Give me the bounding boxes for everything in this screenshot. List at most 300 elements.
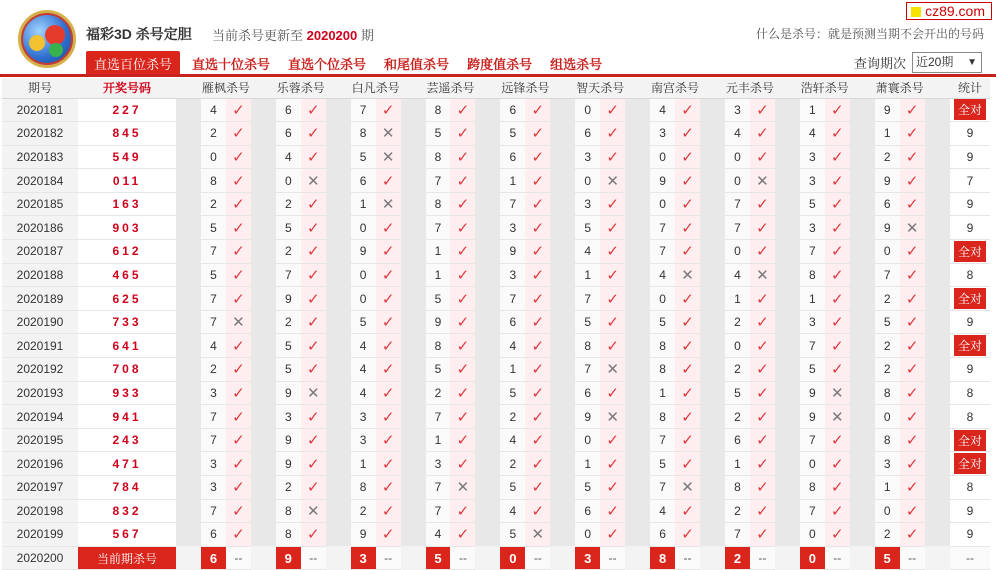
draw-number: 011 bbox=[78, 169, 176, 193]
check-icon: ✓ bbox=[226, 216, 251, 240]
stat-cell bbox=[950, 98, 990, 122]
current-row bbox=[2, 546, 990, 570]
row-period: 2020198 bbox=[2, 499, 78, 523]
kill-number: 3 bbox=[800, 145, 825, 169]
kill-number: 7 bbox=[725, 216, 750, 240]
kill-number: 2 bbox=[875, 287, 900, 311]
header-expert-0: 雁枫杀号 bbox=[201, 78, 251, 98]
table-row bbox=[2, 499, 990, 523]
page-header bbox=[0, 0, 996, 78]
draw-number: 641 bbox=[78, 334, 176, 358]
check-icon: ✓ bbox=[675, 145, 700, 169]
row-gap bbox=[625, 98, 650, 122]
row-gap bbox=[475, 452, 500, 476]
row-gap bbox=[625, 145, 650, 169]
row-period: 2020184 bbox=[2, 169, 78, 193]
check-icon: ✓ bbox=[376, 169, 401, 193]
kill-number: 4 bbox=[725, 122, 750, 146]
kill-number: 1 bbox=[575, 452, 600, 476]
nav-tab-1[interactable]: 直选十位杀号 bbox=[192, 56, 271, 72]
row-gap bbox=[775, 499, 800, 523]
check-icon: ✓ bbox=[675, 192, 700, 216]
check-icon: ✓ bbox=[750, 287, 775, 311]
kill-number: 3 bbox=[575, 145, 600, 169]
kill-number: 7 bbox=[800, 334, 825, 358]
row-gap bbox=[550, 263, 575, 287]
table-row bbox=[2, 523, 990, 547]
nav-tab-0[interactable]: 直选百位杀号 bbox=[86, 51, 180, 76]
kill-number: 0 bbox=[575, 523, 600, 547]
check-icon: ✓ bbox=[750, 381, 775, 405]
check-icon: ✓ bbox=[450, 310, 475, 334]
row-gap bbox=[475, 122, 500, 146]
cross-icon: ✕ bbox=[675, 263, 700, 287]
check-icon: ✓ bbox=[450, 145, 475, 169]
kill-number: 1 bbox=[800, 98, 825, 122]
kill-number: 7 bbox=[800, 240, 825, 264]
check-icon: ✓ bbox=[600, 476, 625, 500]
row-gap bbox=[326, 334, 351, 358]
kill-number: 8 bbox=[426, 192, 451, 216]
row-gap bbox=[326, 381, 351, 405]
kill-number: 4 bbox=[500, 334, 525, 358]
kill-number: 2 bbox=[725, 358, 750, 382]
kill-number: 5 bbox=[276, 358, 301, 382]
kill-number: 1 bbox=[875, 122, 900, 146]
check-icon: ✓ bbox=[525, 452, 550, 476]
site-badge[interactable] bbox=[906, 2, 992, 20]
kill-number: 1 bbox=[650, 381, 675, 405]
check-icon: ✓ bbox=[825, 263, 850, 287]
row-gap bbox=[176, 428, 201, 452]
row-gap bbox=[775, 145, 800, 169]
check-icon: ✓ bbox=[376, 216, 401, 240]
period-select-value: 近20期 bbox=[916, 55, 954, 69]
logo-ball-red bbox=[45, 25, 65, 45]
check-icon: ✓ bbox=[750, 428, 775, 452]
logo-ball-yellow bbox=[29, 35, 45, 51]
kill-number: 2 bbox=[500, 452, 525, 476]
check-icon: ✓ bbox=[825, 334, 850, 358]
table-row bbox=[2, 452, 990, 476]
row-gap bbox=[251, 98, 276, 122]
row-period: 2020185 bbox=[2, 192, 78, 216]
kill-number: 5 bbox=[500, 523, 525, 547]
check-icon: ✓ bbox=[900, 381, 925, 405]
row-gap bbox=[625, 263, 650, 287]
stat-cell: 7 bbox=[950, 169, 990, 193]
row-period: 2020186 bbox=[2, 216, 78, 240]
check-icon: ✓ bbox=[675, 310, 700, 334]
row-gap bbox=[326, 216, 351, 240]
check-icon: ✓ bbox=[525, 381, 550, 405]
check-icon: ✓ bbox=[376, 523, 401, 547]
kill-number: 4 bbox=[500, 499, 525, 523]
row-gap bbox=[401, 405, 426, 429]
check-icon: ✓ bbox=[226, 358, 251, 382]
header-expert-6: 南宫杀号 bbox=[650, 78, 700, 98]
row-gap bbox=[326, 405, 351, 429]
row-gap bbox=[475, 499, 500, 523]
header-expert-1: 乐蓉杀号 bbox=[276, 78, 326, 98]
cross-icon: ✕ bbox=[600, 405, 625, 429]
row-gap bbox=[176, 122, 201, 146]
check-icon: ✓ bbox=[675, 452, 700, 476]
kill-number: 1 bbox=[351, 452, 376, 476]
header-expert-9: 萧寰杀号 bbox=[875, 78, 925, 98]
kill-number: 4 bbox=[650, 499, 675, 523]
logo-ball-green bbox=[49, 43, 63, 57]
row-gap bbox=[850, 499, 875, 523]
kill-number: 2 bbox=[725, 405, 750, 429]
row-gap bbox=[700, 476, 725, 500]
kill-number: 6 bbox=[201, 523, 226, 547]
kill-number: 8 bbox=[575, 334, 600, 358]
row-gap bbox=[251, 216, 276, 240]
stat-cell bbox=[950, 334, 990, 358]
kill-number: 7 bbox=[276, 263, 301, 287]
nav-tab-4[interactable]: 跨度值杀号 bbox=[467, 56, 533, 72]
row-gap bbox=[401, 216, 426, 240]
check-icon: ✓ bbox=[450, 523, 475, 547]
check-icon: ✓ bbox=[450, 169, 475, 193]
cross-icon: ✕ bbox=[825, 405, 850, 429]
kill-number: 0 bbox=[276, 169, 301, 193]
kill-number: 5 bbox=[201, 216, 226, 240]
kill-number: 0 bbox=[875, 405, 900, 429]
kill-number: 7 bbox=[201, 499, 226, 523]
check-icon: ✓ bbox=[825, 192, 850, 216]
check-icon: ✓ bbox=[301, 452, 326, 476]
row-gap bbox=[925, 216, 950, 240]
current-placeholder: -- bbox=[301, 546, 326, 570]
site-square-icon bbox=[911, 7, 921, 17]
table-row bbox=[2, 240, 990, 264]
table-row bbox=[2, 169, 990, 193]
cross-icon: ✕ bbox=[301, 169, 326, 193]
row-gap bbox=[326, 546, 351, 570]
update-period: 2020200 bbox=[306, 28, 358, 43]
row-gap bbox=[925, 499, 950, 523]
header-gap bbox=[925, 78, 950, 98]
check-icon: ✓ bbox=[675, 334, 700, 358]
kill-number: 6 bbox=[650, 523, 675, 547]
kill-number: 0 bbox=[575, 98, 600, 122]
kill-number: 7 bbox=[201, 428, 226, 452]
all-correct-badge: 全对 bbox=[954, 430, 986, 451]
kill-number: 7 bbox=[426, 169, 451, 193]
kill-number: 9 bbox=[875, 169, 900, 193]
header-expert-5: 智天杀号 bbox=[575, 78, 625, 98]
check-icon: ✓ bbox=[600, 452, 625, 476]
check-icon: ✓ bbox=[750, 523, 775, 547]
row-gap bbox=[775, 263, 800, 287]
kill-number: 3 bbox=[351, 405, 376, 429]
kill-number: 6 bbox=[500, 145, 525, 169]
draw-number: 903 bbox=[78, 216, 176, 240]
kill-number: 9 bbox=[500, 240, 525, 264]
kill-number: 9 bbox=[351, 240, 376, 264]
row-gap bbox=[625, 240, 650, 264]
check-icon: ✓ bbox=[675, 523, 700, 547]
kill-number: 1 bbox=[426, 263, 451, 287]
check-icon: ✓ bbox=[226, 287, 251, 311]
kill-number: 0 bbox=[875, 240, 900, 264]
cross-icon: ✕ bbox=[301, 381, 326, 405]
cross-icon: ✕ bbox=[750, 169, 775, 193]
row-gap bbox=[625, 358, 650, 382]
check-icon: ✓ bbox=[825, 169, 850, 193]
row-gap bbox=[925, 122, 950, 146]
kill-number: 7 bbox=[500, 287, 525, 311]
check-icon: ✓ bbox=[825, 98, 850, 122]
row-gap bbox=[850, 334, 875, 358]
kill-number: 1 bbox=[351, 192, 376, 216]
row-gap bbox=[775, 546, 800, 570]
row-gap bbox=[326, 523, 351, 547]
kill-number: 9 bbox=[426, 310, 451, 334]
draw-number: 163 bbox=[78, 192, 176, 216]
check-icon: ✓ bbox=[750, 476, 775, 500]
row-gap bbox=[850, 263, 875, 287]
kill-number: 1 bbox=[426, 428, 451, 452]
kill-number: 5 bbox=[725, 381, 750, 405]
row-gap bbox=[775, 405, 800, 429]
row-gap bbox=[326, 145, 351, 169]
row-gap bbox=[475, 428, 500, 452]
current-placeholder: -- bbox=[226, 546, 251, 570]
check-icon: ✓ bbox=[600, 122, 625, 146]
kill-explanation: 什么是杀号：就是预测当期不会开出的号码 bbox=[755, 27, 984, 41]
kill-number: 4 bbox=[426, 523, 451, 547]
row-gap bbox=[251, 428, 276, 452]
kill-number: 1 bbox=[500, 358, 525, 382]
kill-number: 8 bbox=[875, 381, 900, 405]
row-gap bbox=[625, 169, 650, 193]
kill-number: 7 bbox=[426, 499, 451, 523]
header-expert-3: 芸遥杀号 bbox=[426, 78, 476, 98]
period-query bbox=[854, 52, 982, 73]
kill-number: 7 bbox=[650, 476, 675, 500]
check-icon: ✓ bbox=[675, 98, 700, 122]
row-gap bbox=[850, 98, 875, 122]
check-icon: ✓ bbox=[525, 263, 550, 287]
kill-number: 2 bbox=[276, 192, 301, 216]
row-gap bbox=[326, 192, 351, 216]
nav-tab-2[interactable]: 直选个位杀号 bbox=[288, 56, 367, 72]
kill-number: 0 bbox=[800, 452, 825, 476]
row-gap bbox=[925, 310, 950, 334]
check-icon: ✓ bbox=[600, 145, 625, 169]
check-icon: ✓ bbox=[525, 169, 550, 193]
kill-number: 6 bbox=[575, 381, 600, 405]
row-period: 2020192 bbox=[2, 358, 78, 382]
nav-tab-3[interactable]: 和尾值杀号 bbox=[384, 56, 450, 72]
kill-number: 5 bbox=[800, 358, 825, 382]
kill-number: 8 bbox=[725, 476, 750, 500]
check-icon: ✓ bbox=[376, 240, 401, 264]
check-icon: ✓ bbox=[825, 240, 850, 264]
row-gap bbox=[176, 405, 201, 429]
current-stat-placeholder: -- bbox=[950, 546, 990, 570]
kill-number: 4 bbox=[500, 428, 525, 452]
table-row bbox=[2, 476, 990, 500]
kill-number: 0 bbox=[650, 192, 675, 216]
stat-cell bbox=[950, 287, 990, 311]
kill-number: 3 bbox=[875, 452, 900, 476]
check-icon: ✓ bbox=[750, 405, 775, 429]
check-icon: ✓ bbox=[900, 192, 925, 216]
kill-number: 4 bbox=[650, 98, 675, 122]
row-gap bbox=[251, 145, 276, 169]
update-status bbox=[212, 25, 374, 44]
kill-number: 5 bbox=[351, 145, 376, 169]
row-gap bbox=[625, 381, 650, 405]
kill-table-wrap bbox=[2, 78, 990, 570]
kill-number: 7 bbox=[875, 263, 900, 287]
kill-number: 3 bbox=[276, 405, 301, 429]
row-gap bbox=[850, 192, 875, 216]
cross-icon: ✕ bbox=[376, 122, 401, 146]
check-icon: ✓ bbox=[825, 145, 850, 169]
check-icon: ✓ bbox=[825, 358, 850, 382]
draw-number: 784 bbox=[78, 476, 176, 500]
check-icon: ✓ bbox=[900, 405, 925, 429]
row-gap bbox=[850, 476, 875, 500]
kill-number: 3 bbox=[426, 452, 451, 476]
check-icon: ✓ bbox=[825, 499, 850, 523]
row-gap bbox=[401, 169, 426, 193]
kill-number: 5 bbox=[800, 192, 825, 216]
table-row bbox=[2, 145, 990, 169]
row-gap bbox=[850, 122, 875, 146]
stat-cell: 8 bbox=[950, 381, 990, 405]
row-gap bbox=[475, 192, 500, 216]
row-gap bbox=[475, 263, 500, 287]
nav-tab-5[interactable]: 组选杀号 bbox=[550, 56, 603, 72]
kill-number: 2 bbox=[276, 476, 301, 500]
row-gap bbox=[251, 169, 276, 193]
row-period: 2020187 bbox=[2, 240, 78, 264]
kill-number: 5 bbox=[500, 381, 525, 405]
header-gap bbox=[401, 78, 426, 98]
kill-number: 7 bbox=[725, 523, 750, 547]
check-icon: ✓ bbox=[825, 122, 850, 146]
kill-number: 2 bbox=[201, 358, 226, 382]
kill-number: 5 bbox=[426, 358, 451, 382]
row-gap bbox=[251, 334, 276, 358]
row-gap bbox=[550, 546, 575, 570]
check-icon: ✓ bbox=[301, 216, 326, 240]
check-icon: ✓ bbox=[301, 523, 326, 547]
kill-number: 8 bbox=[875, 428, 900, 452]
check-icon: ✓ bbox=[450, 358, 475, 382]
row-gap bbox=[326, 499, 351, 523]
row-gap bbox=[176, 476, 201, 500]
current-placeholder: -- bbox=[525, 546, 550, 570]
row-gap bbox=[401, 334, 426, 358]
check-icon: ✓ bbox=[600, 98, 625, 122]
row-gap bbox=[925, 287, 950, 311]
row-gap bbox=[326, 122, 351, 146]
kill-number: 5 bbox=[575, 216, 600, 240]
kill-number: 3 bbox=[201, 476, 226, 500]
row-gap bbox=[475, 358, 500, 382]
check-icon: ✓ bbox=[226, 145, 251, 169]
row-gap bbox=[176, 523, 201, 547]
row-gap bbox=[850, 145, 875, 169]
check-icon: ✓ bbox=[525, 192, 550, 216]
kill-number: 7 bbox=[426, 405, 451, 429]
check-icon: ✓ bbox=[450, 499, 475, 523]
row-gap bbox=[401, 499, 426, 523]
row-gap bbox=[401, 192, 426, 216]
row-gap bbox=[475, 310, 500, 334]
draw-number: 612 bbox=[78, 240, 176, 264]
kill-number: 7 bbox=[575, 287, 600, 311]
kill-number: 8 bbox=[426, 98, 451, 122]
row-gap bbox=[550, 122, 575, 146]
kill-number: 7 bbox=[725, 192, 750, 216]
check-icon: ✓ bbox=[376, 358, 401, 382]
current-kill-number: 5 bbox=[426, 546, 451, 570]
row-gap bbox=[850, 287, 875, 311]
kill-number: 1 bbox=[575, 263, 600, 287]
cross-icon: ✕ bbox=[226, 310, 251, 334]
row-period: 2020183 bbox=[2, 145, 78, 169]
row-gap bbox=[625, 428, 650, 452]
draw-number: 243 bbox=[78, 428, 176, 452]
row-gap bbox=[326, 287, 351, 311]
kill-number: 8 bbox=[650, 405, 675, 429]
check-icon: ✓ bbox=[825, 287, 850, 311]
table-body bbox=[2, 98, 990, 570]
cross-icon: ✕ bbox=[750, 263, 775, 287]
row-gap bbox=[251, 122, 276, 146]
header-expert-8: 浩轩杀号 bbox=[800, 78, 850, 98]
kill-number: 0 bbox=[725, 334, 750, 358]
current-label: 当前期杀号 bbox=[78, 546, 176, 570]
current-placeholder: -- bbox=[600, 546, 625, 570]
check-icon: ✓ bbox=[600, 334, 625, 358]
kill-number: 2 bbox=[426, 381, 451, 405]
kill-number: 0 bbox=[201, 145, 226, 169]
row-gap bbox=[251, 523, 276, 547]
row-gap bbox=[775, 452, 800, 476]
row-gap bbox=[700, 499, 725, 523]
kill-number: 5 bbox=[276, 334, 301, 358]
kill-number: 0 bbox=[351, 216, 376, 240]
stat-cell: 9 bbox=[950, 122, 990, 146]
row-gap bbox=[775, 240, 800, 264]
kill-number: 9 bbox=[276, 428, 301, 452]
row-gap bbox=[550, 169, 575, 193]
current-placeholder: -- bbox=[825, 546, 850, 570]
check-icon: ✓ bbox=[376, 499, 401, 523]
kill-number: 0 bbox=[575, 169, 600, 193]
check-icon: ✓ bbox=[376, 334, 401, 358]
header-gap bbox=[625, 78, 650, 98]
kill-number: 0 bbox=[650, 145, 675, 169]
kill-number: 2 bbox=[725, 499, 750, 523]
kill-number: 4 bbox=[725, 263, 750, 287]
row-gap bbox=[475, 216, 500, 240]
kill-number: 7 bbox=[201, 287, 226, 311]
row-gap bbox=[700, 310, 725, 334]
kill-number: 8 bbox=[650, 358, 675, 382]
period-select[interactable] bbox=[912, 52, 982, 73]
row-gap bbox=[925, 240, 950, 264]
